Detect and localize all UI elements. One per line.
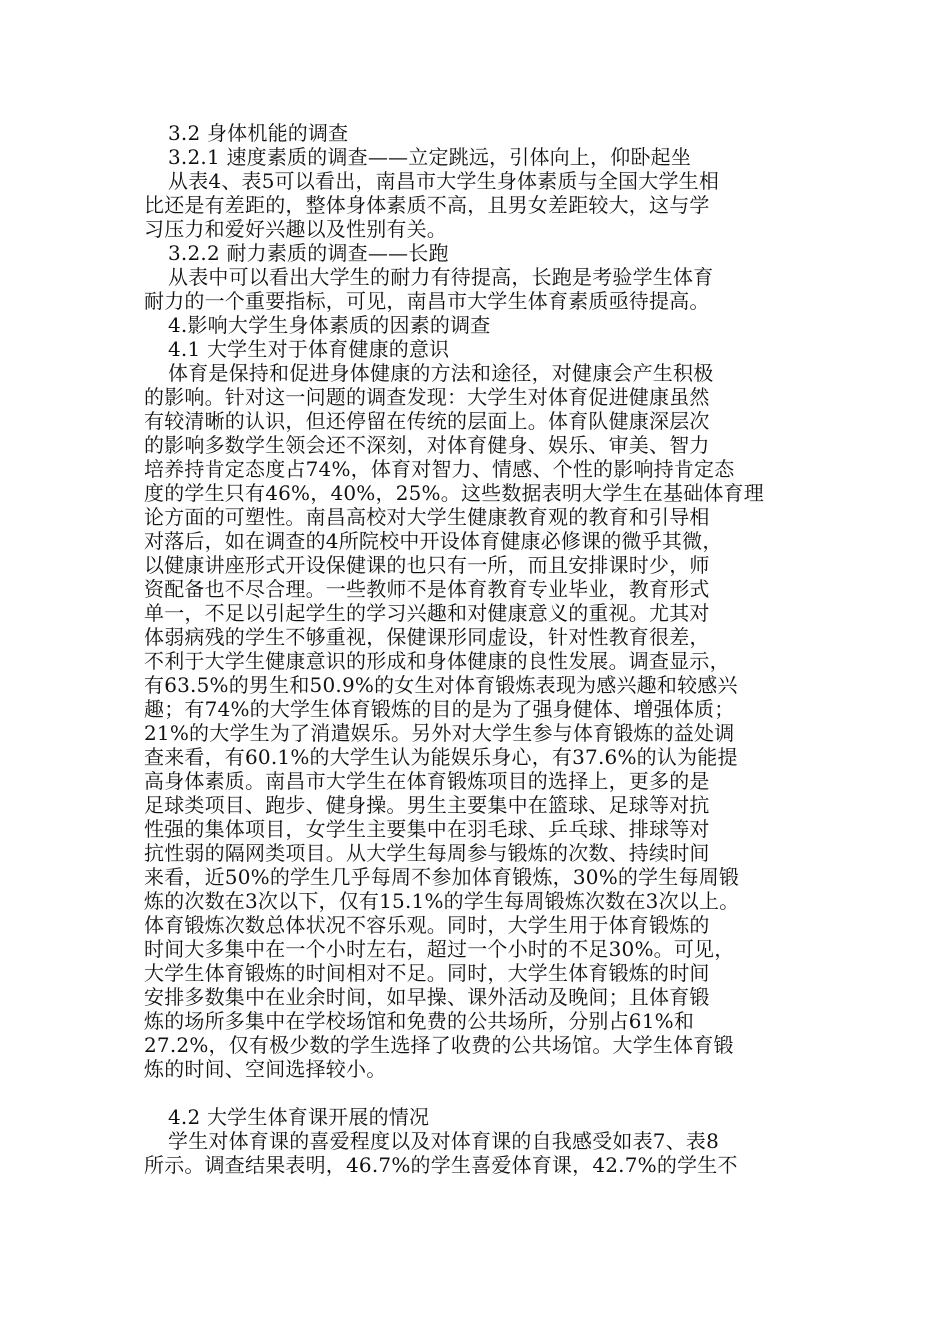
text-line: 3.2.2 耐力素质的调查——长跑 xyxy=(168,241,449,265)
text-line: 体育锻炼次数总体状况不容乐观。同时，大学生用于体育锻炼的 xyxy=(144,913,710,937)
text-line: 趣；有74%的大学生体育锻炼的目的是为了强身健体、增强体质； xyxy=(144,697,735,721)
text-line: 21%的大学生为了消遣娱乐。另外对大学生参与体育锻炼的益处调 xyxy=(144,721,735,745)
text-line: 3.2.1 速度素质的调查——立定跳远，引体向上，仰卧起坐 xyxy=(168,145,692,169)
text-line: 性强的集体项目，女学生主要集中在羽毛球、乒乓球、排球等对 xyxy=(144,817,710,841)
text-line: 习压力和爱好兴趣以及性别有关。 xyxy=(144,217,447,241)
text-line: 论方面的可塑性。南昌高校对大学生健康教育观的教育和引导相 xyxy=(144,505,710,529)
text-line: 足球类项目、跑步、健身操。男生主要集中在篮球、足球等对抗 xyxy=(144,793,710,817)
text-line: 4.影响大学生身体素质的因素的调查 xyxy=(168,313,491,337)
text-line: 对落后，如在调查的4所院校中开设体育健康必修课的微乎其微， xyxy=(144,529,723,553)
text-line: 比还是有差距的，整体身体素质不高，且男女差距较大，这与学 xyxy=(144,193,710,217)
text-line: 炼的次数在3次以下，仅有15.1%的学生每周锻炼次数在3次以上。 xyxy=(144,889,740,913)
blank-line xyxy=(144,1081,880,1105)
text-line: 炼的场所多集中在学校场馆和免费的公共场所，分别占61%和 xyxy=(144,1009,695,1033)
text-line: 体育是保持和促进身体健康的方法和途径，对健康会产生积极 xyxy=(168,361,714,385)
text-line: 来看，近50%的学生几乎每周不参加体育锻炼，30%的学生每周锻 xyxy=(144,865,740,889)
text-line: 学生对体育课的喜爱程度以及对体育课的自我感受如表7、表8 xyxy=(168,1129,720,1153)
body-text xyxy=(144,121,880,1177)
text-line: 高身体素质。南昌市大学生在体育锻炼项目的选择上，更多的是 xyxy=(144,769,710,793)
text-line: 从表中可以看出大学生的耐力有待提高，长跑是考验学生体育 xyxy=(168,265,714,289)
text-line: 有63.5%的男生和50.9%的女生对体育锻炼表现为感兴趣和较感兴 xyxy=(144,673,738,697)
text-line: 安排多数集中在业余时间，如早操、课外活动及晚间；且体育锻 xyxy=(144,985,710,1009)
text-line: 所示。调查结果表明，46.7%的学生喜爱体育课，42.7%的学生不 xyxy=(144,1153,738,1177)
text-line: 的影响。针对这一问题的调查发现：大学生对体育促进健康虽然 xyxy=(144,385,710,409)
text-line: 有较清晰的认识，但还停留在传统的层面上。体育队健康深层次 xyxy=(144,409,710,433)
text-line: 度的学生只有46%，40%，25%。这些数据表明大学生在基础体育理 xyxy=(144,481,764,505)
text-line: 抗性弱的隔网类项目。从大学生每周参与锻炼的次数、持续时间 xyxy=(144,841,710,865)
text-line: 时间大多集中在一个小时左右，超过一个小时的不足30%。可见， xyxy=(144,937,735,961)
text-line: 27.2%，仅有极少数的学生选择了收费的公共场馆。大学生体育锻 xyxy=(144,1033,734,1057)
text-line: 耐力的一个重要指标，可见，南昌市大学生体育素质亟待提高。 xyxy=(144,289,710,313)
text-line: 单一，不足以引起学生的学习兴趣和对健康意义的重视。尤其对 xyxy=(144,601,710,625)
text-line: 查来看，有60.1%的大学生认为能娱乐身心，有37.6%的认为能提 xyxy=(144,745,738,769)
text-line: 资配备也不尽合理。一些教师不是体育教育专业毕业，教育形式 xyxy=(144,577,710,601)
text-line: 以健康讲座形式开设保健课的也只有一所，而且安排课时少，师 xyxy=(144,553,710,577)
text-line: 的影响多数学生领会还不深刻，对体育健身、娱乐、审美、智力 xyxy=(144,433,710,457)
text-line: 从表4、表5可以看出，南昌市大学生身体素质与全国大学生相 xyxy=(168,169,720,193)
text-line: 炼的时间、空间选择较小。 xyxy=(144,1057,387,1081)
text-line: 4.2 大学生体育课开展的情况 xyxy=(168,1105,430,1129)
text-line: 体弱病残的学生不够重视，保健课形同虚设，针对性教育很差， xyxy=(144,625,710,649)
text-line: 不利于大学生健康意识的形成和身体健康的良性发展。调查显示， xyxy=(144,649,730,673)
text-line: 大学生体育锻炼的时间相对不足。同时，大学生体育锻炼的时间 xyxy=(144,961,710,985)
text-line: 培养持肯定态度占74%，体育对智力、情感、个性的影响持肯定态 xyxy=(144,457,735,481)
text-line: 3.2 身体机能的调查 xyxy=(168,121,349,145)
text-line: 4.1 大学生对于体育健康的意识 xyxy=(168,337,450,361)
